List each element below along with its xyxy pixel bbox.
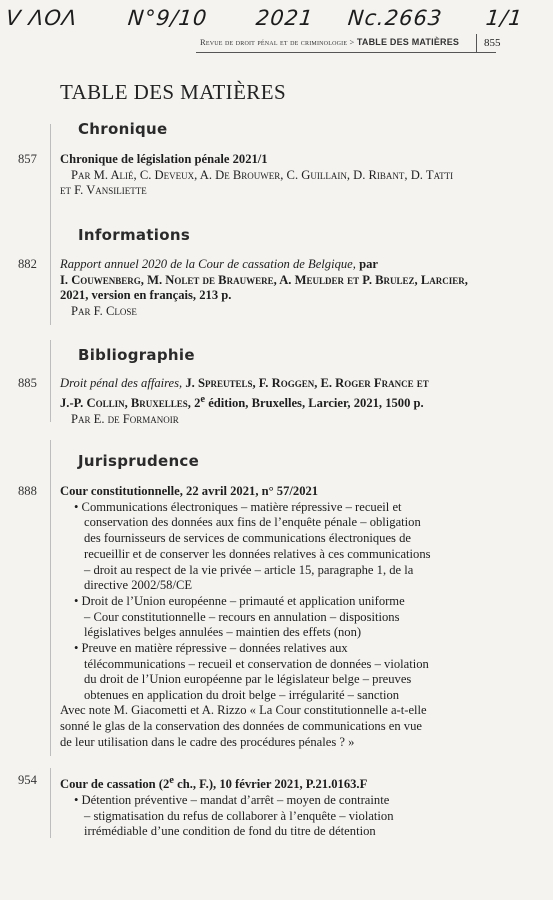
case-title: Cour de cassation (2 — [60, 777, 170, 792]
header-rule — [196, 52, 496, 53]
summary-line: – droit au respect de la vie privée – article 15, paragraphe 1, de la — [84, 562, 414, 577]
header-separator — [476, 34, 477, 52]
entry-authors: Par M. Alié, C. Deveux, A. De Brouwer, C. Guillain, D. Ribant, D. Tatti — [71, 167, 454, 182]
entry-byline: Par E. de Formanoir — [71, 411, 179, 426]
summary-line: télécommunications – recueil et conservation de données – violation — [84, 656, 429, 671]
journal-name: Revue de droit pénal et de criminologie > — [200, 37, 355, 47]
toc-entry-informations — [60, 257, 532, 320]
toc-entry-case-2 — [60, 773, 532, 840]
page-number: 855 — [484, 37, 501, 49]
note-line: de leur utilisation dans le cadre des procédures pénales ? » — [60, 735, 355, 749]
summary-line: • Communications électroniques – matière répressive – recueil et — [74, 499, 402, 514]
toc-entry-case-1 — [60, 484, 532, 704]
page-ref: 954 — [18, 773, 37, 787]
handwritten-note-4: Nc.2663 — [346, 6, 444, 30]
running-head — [200, 37, 460, 47]
section-heading-informations: Informations — [78, 226, 191, 244]
entry-text: édition, Bruxelles, Larcier, 2021, 1500 p. — [205, 395, 424, 410]
section-heading-jurisprudence: Jurisprudence — [78, 452, 200, 470]
summary-line: • Preuve en matière répressive – données relatives aux — [74, 641, 348, 656]
running-head-section: TABLE DES MATIÈRES — [356, 37, 460, 47]
entry-title: Rapport annuel 2020 de la Cour de cassation de Belgique, — [60, 257, 356, 271]
handwritten-note-3: 2021 — [254, 6, 315, 30]
handwritten-note-1: V ɅOɅ — [4, 6, 79, 30]
vertical-rule — [50, 768, 51, 838]
page-ref: 888 — [18, 484, 37, 498]
entry-text: J. Spreutels, F. Roggen, E. Roger France et — [182, 376, 429, 390]
case-note — [60, 702, 427, 750]
page-ref: 857 — [18, 152, 37, 166]
page-ref: 885 — [18, 376, 37, 390]
entry-title: Chronique de législation pénale 2021/1 — [60, 152, 268, 166]
entry-text: I. Couwenberg, M. Nolet de Brauwere, A. Meulder et P. Brulez, Larcier, — [60, 272, 468, 287]
summary-line: du droit de l’Union européenne par le législateur belge – preuves — [84, 672, 412, 687]
vertical-rule — [50, 440, 51, 756]
summary-line: obtenues en application du droit belge – irrégularité – sanction — [84, 688, 400, 703]
case-title: ch., F.), 10 février 2021, P.21.0163.F — [173, 777, 368, 792]
superscript: e — [200, 393, 206, 405]
entry-text: J.-P. Collin, Bruxelles, 2 — [60, 395, 201, 410]
page-ref: 882 — [18, 257, 37, 271]
entry-authors: et F. Vansiliette — [60, 183, 147, 198]
entry-text: 2021, version en français, 213 p. — [60, 288, 232, 303]
entry-title: Droit pénal des affaires, — [60, 376, 183, 390]
summary-line: des fournisseurs de services de communications électroniques de — [84, 531, 411, 546]
summary-line: conservation des données aux fins de l’enquête pénale – obligation — [84, 515, 421, 530]
summary-line: • Détention préventive – mandat d’arrêt – moyen de contrainte — [74, 792, 390, 807]
summary-line: • Droit de l’Union européenne – primauté et application uniforme — [74, 593, 405, 608]
superscript: e — [169, 775, 174, 786]
entry-byline: Par F. Close — [71, 304, 137, 319]
note-line: Avec note M. Giacometti et A. Rizzo « La Cour constitutionnelle a-t-elle — [60, 703, 427, 717]
note-line: sonné le glas de la conservation des données de communications en vue — [60, 719, 422, 733]
summary-line: – stigmatisation du refus de collaborer à l’enquête – violation — [84, 808, 394, 823]
toc-entry-bibliographie — [60, 376, 532, 427]
vertical-rule — [50, 124, 51, 325]
summary-line: recueillir et de conserver les données relatives à ces communications — [84, 546, 431, 561]
vertical-rule — [50, 340, 51, 422]
summary-line: directive 2002/58/CE — [84, 578, 193, 593]
summary-line: irrémédiable d’une condition de fond du titre de détention — [84, 824, 376, 839]
page-title: TABLE DES MATIÈRES — [60, 80, 287, 104]
case-title: Cour constitutionnelle, 22 avril 2021, n° 57/2021 — [60, 484, 319, 498]
toc-entry-chronique — [60, 152, 532, 199]
entry-text: par — [355, 257, 378, 271]
handwritten-note-2: N°9/10 — [126, 6, 209, 30]
summary-line: – Cour constitutionnelle – recours en annulation – dispositions — [84, 609, 400, 624]
handwritten-note-5: 1/1 — [484, 6, 525, 30]
summary-line: législatives belges annulées – maintien des effets (non) — [84, 625, 362, 640]
section-heading-chronique: Chronique — [78, 120, 168, 138]
section-heading-bibliographie: Bibliographie — [78, 346, 195, 364]
